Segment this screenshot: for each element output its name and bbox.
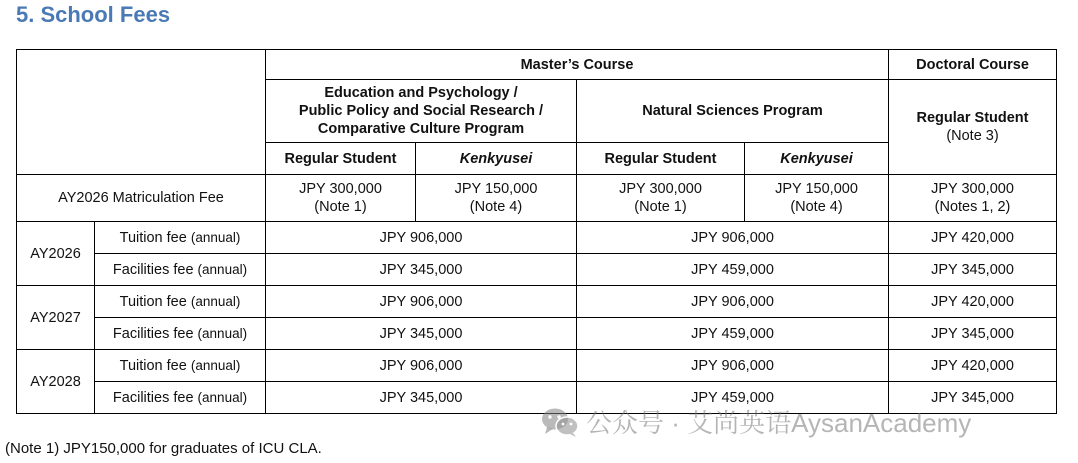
masters-course-header: Master’s Course — [266, 50, 889, 80]
fee-period: (annual) — [197, 261, 248, 277]
fee-amount: JPY 300,000 — [619, 181, 702, 197]
doctoral-regular-note: (Note 3) — [946, 128, 999, 144]
fee-type: Facilities fee — [112, 389, 194, 406]
fee-type: Facilities fee — [112, 325, 194, 342]
fee-type: Tuition fee — [119, 229, 187, 246]
facilities-label — [95, 254, 266, 286]
fee-type: Tuition fee — [119, 293, 187, 310]
watermark-text: 公众号 · 艾尚英语AysanAcademy — [586, 408, 972, 438]
tuition-edu: JPY 906,000 — [266, 222, 577, 254]
tuition-doctoral: JPY 420,000 — [889, 222, 1057, 254]
edu-program-line: Public Policy and Social Research / — [298, 103, 544, 119]
fee-note: (Notes 1, 2) — [934, 199, 1011, 215]
school-fees-table — [16, 49, 1057, 414]
fee-amount: JPY 150,000 — [454, 181, 538, 197]
fee-period: (annual) — [197, 389, 248, 405]
year-label: AY2028 — [17, 350, 95, 414]
section-heading: 5. School Fees — [16, 2, 171, 27]
facilities-edu: JPY 345,000 — [266, 382, 577, 414]
fee-type: Facilities fee — [112, 261, 194, 278]
doctoral-regular-label: Regular Student — [916, 110, 1029, 126]
facilities-doctoral: JPY 345,000 — [889, 318, 1057, 350]
year-label: AY2027 — [17, 286, 95, 350]
doctoral-course-header: Doctoral Course — [889, 50, 1057, 80]
matriculation-doctoral — [889, 175, 1057, 222]
matriculation-edu-kenkyusei — [416, 175, 577, 222]
fee-period: (annual) — [190, 229, 241, 245]
fee-amount: JPY 300,000 — [299, 181, 382, 197]
corner-cell — [17, 50, 266, 175]
fee-note: (Note 4) — [790, 199, 843, 215]
matriculation-ns-regular — [577, 175, 745, 222]
doctoral-regular-header — [889, 80, 1057, 175]
matriculation-edu-regular — [266, 175, 416, 222]
tuition-ns: JPY 906,000 — [577, 222, 889, 254]
edu-program-line: Education and Psychology / — [324, 85, 518, 101]
fee-period: (annual) — [190, 357, 241, 373]
year-label: AY2026 — [17, 222, 95, 286]
fee-amount: JPY 150,000 — [775, 181, 858, 197]
tuition-ns: JPY 906,000 — [577, 350, 889, 382]
fee-period: (annual) — [190, 293, 241, 309]
fee-type: Tuition fee — [119, 357, 187, 374]
facilities-ns: JPY 459,000 — [577, 318, 889, 350]
tuition-edu: JPY 906,000 — [266, 286, 577, 318]
fee-note: (Note 1) — [634, 199, 687, 215]
edu-kenkyusei-header: Kenkyusei — [416, 143, 577, 175]
fee-note: (Note 1) — [314, 199, 367, 215]
facilities-label — [95, 382, 266, 414]
matriculation-label: AY2026 Matriculation Fee — [17, 175, 266, 222]
matriculation-ns-kenkyusei — [745, 175, 889, 222]
facilities-edu: JPY 345,000 — [266, 254, 577, 286]
facilities-label — [95, 318, 266, 350]
ns-kenkyusei-header: Kenkyusei — [745, 143, 889, 175]
fee-period: (annual) — [197, 325, 248, 341]
tuition-label — [95, 350, 266, 382]
edu-regular-header: Regular Student — [266, 143, 416, 175]
tuition-edu: JPY 906,000 — [266, 350, 577, 382]
wechat-icon — [540, 406, 580, 438]
facilities-ns: JPY 459,000 — [577, 254, 889, 286]
watermark — [540, 403, 971, 440]
tuition-doctoral: JPY 420,000 — [889, 350, 1057, 382]
tuition-doctoral: JPY 420,000 — [889, 286, 1057, 318]
facilities-doctoral: JPY 345,000 — [889, 254, 1057, 286]
edu-program-header — [266, 80, 577, 143]
facilities-edu: JPY 345,000 — [266, 318, 577, 350]
fee-note: (Note 4) — [469, 199, 523, 215]
tuition-label — [95, 222, 266, 254]
tuition-label — [95, 286, 266, 318]
ns-regular-header: Regular Student — [577, 143, 745, 175]
facilities-doctoral: JPY 345,000 — [889, 382, 1057, 414]
natural-sciences-header: Natural Sciences Program — [577, 80, 889, 143]
note-1: (Note 1) JPY150,000 for graduates of ICU CLA. — [5, 440, 322, 457]
tuition-ns: JPY 906,000 — [577, 286, 889, 318]
fee-amount: JPY 300,000 — [931, 181, 1014, 197]
facilities-ns: JPY 459,000 — [577, 382, 889, 414]
edu-program-line: Comparative Culture Program — [317, 121, 525, 137]
